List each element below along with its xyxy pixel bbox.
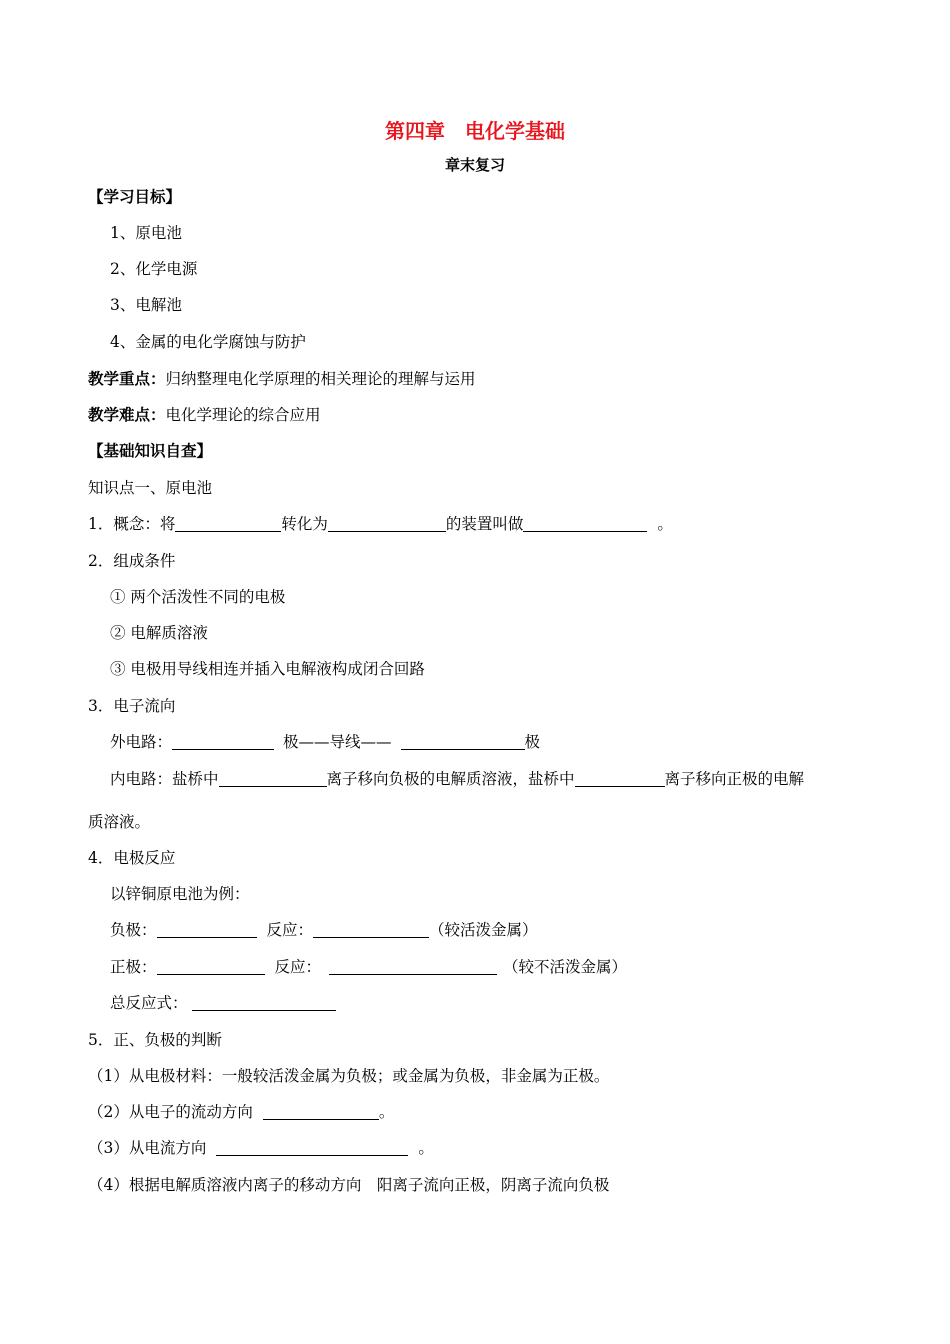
key-point-label: 教学重点：	[88, 370, 166, 388]
fill-blank[interactable]	[523, 515, 647, 532]
inner-circuit-continued: 质溶液。	[88, 813, 151, 831]
judgement-heading: 5．正、负极的判断	[88, 1031, 222, 1049]
total-reaction-line	[110, 993, 336, 1013]
fill-blank[interactable]	[157, 921, 257, 938]
concept-text: 的装置叫做	[445, 515, 524, 533]
chapter-title: 第四章 电化学基础	[385, 119, 565, 143]
key-point	[88, 369, 476, 389]
outer-text: 极——导线——	[283, 733, 392, 751]
fill-blank[interactable]	[329, 958, 497, 975]
fill-blank[interactable]	[157, 958, 265, 975]
fill-blank[interactable]	[575, 770, 665, 787]
basics-heading: 【基础知识自查】	[88, 442, 213, 460]
inner-text: 内电路：盐桥中	[110, 770, 219, 788]
judgement-text: （2）从电子的流动方向	[88, 1103, 253, 1121]
positive-electrode-line	[110, 957, 627, 977]
positive-text: （较不活泼金属）	[503, 958, 628, 976]
concept-text: 。	[657, 515, 673, 533]
inner-circuit-line	[110, 769, 804, 789]
fill-blank[interactable]	[216, 1139, 408, 1156]
concept-line	[88, 514, 673, 534]
fill-blank[interactable]	[263, 1103, 379, 1120]
inner-text: 离子移向正极的电解	[664, 770, 805, 788]
fill-blank[interactable]	[401, 733, 525, 750]
judgement-text: 。	[418, 1139, 434, 1157]
condition-item: ② 电解质溶液	[110, 624, 208, 642]
fill-blank[interactable]	[313, 921, 429, 938]
judgement-item: （4）根据电解质溶液内离子的移动方向 阳离子流向正极，阴离子流向负极	[88, 1176, 610, 1194]
outer-circuit-line	[110, 732, 540, 752]
inner-text: 离子移向负极的电解质溶液，盐桥中	[326, 770, 575, 788]
negative-text: 负极：	[110, 921, 157, 939]
concept-text: 1．概念：将	[88, 515, 176, 533]
goal-item: 2、化学电源	[110, 260, 198, 278]
example-text: 以锌铜原电池为例：	[110, 885, 250, 903]
fill-blank[interactable]	[219, 770, 327, 787]
goal-item: 3、电解池	[110, 296, 182, 314]
condition-item: ① 两个活泼性不同的电极	[110, 588, 286, 606]
knowledge-point-title: 知识点一、原电池	[88, 479, 213, 497]
outer-text: 外电路：	[110, 733, 173, 751]
fill-blank[interactable]	[192, 994, 336, 1011]
difficulty	[88, 405, 321, 425]
goal-item: 4、金属的电化学腐蚀与防护	[110, 333, 306, 351]
electron-flow-heading: 3．电子流向	[88, 697, 176, 715]
fill-blank[interactable]	[172, 733, 274, 750]
judgement-text: 。	[378, 1103, 395, 1121]
condition-item: ③ 电极用导线相连并插入电解液构成闭合回路	[110, 660, 425, 678]
judgement-item	[88, 1138, 434, 1158]
judgement-text: （3）从电流方向	[88, 1139, 207, 1157]
key-point-text: 归纳整理电化学原理的相关理论的理解与运用	[165, 370, 476, 388]
fill-blank[interactable]	[175, 515, 281, 532]
fill-blank[interactable]	[328, 515, 446, 532]
conditions-heading: 2．组成条件	[88, 552, 176, 570]
positive-text: 正极：	[110, 958, 157, 976]
difficulty-text: 电化学理论的综合应用	[165, 406, 321, 424]
negative-electrode-line	[110, 920, 538, 940]
judgement-item	[88, 1102, 394, 1122]
judgement-item: （1）从电极材料：一般较活泼金属为负极；或金属为负极，非金属为正极。	[88, 1067, 610, 1085]
concept-text: 转化为	[281, 515, 328, 533]
electrode-reaction-heading: 4．电极反应	[88, 849, 176, 867]
section-subtitle: 章末复习	[444, 156, 505, 174]
outer-text: 极	[524, 733, 541, 751]
goals-heading: 【学习目标】	[88, 188, 182, 206]
goal-item: 1、原电池	[110, 224, 182, 242]
total-text: 总反应式：	[110, 994, 188, 1012]
negative-text: 反应：	[266, 921, 314, 939]
negative-text: （较活泼金属）	[429, 921, 538, 939]
positive-text: 反应：	[274, 958, 322, 976]
difficulty-label: 教学难点：	[88, 406, 166, 424]
